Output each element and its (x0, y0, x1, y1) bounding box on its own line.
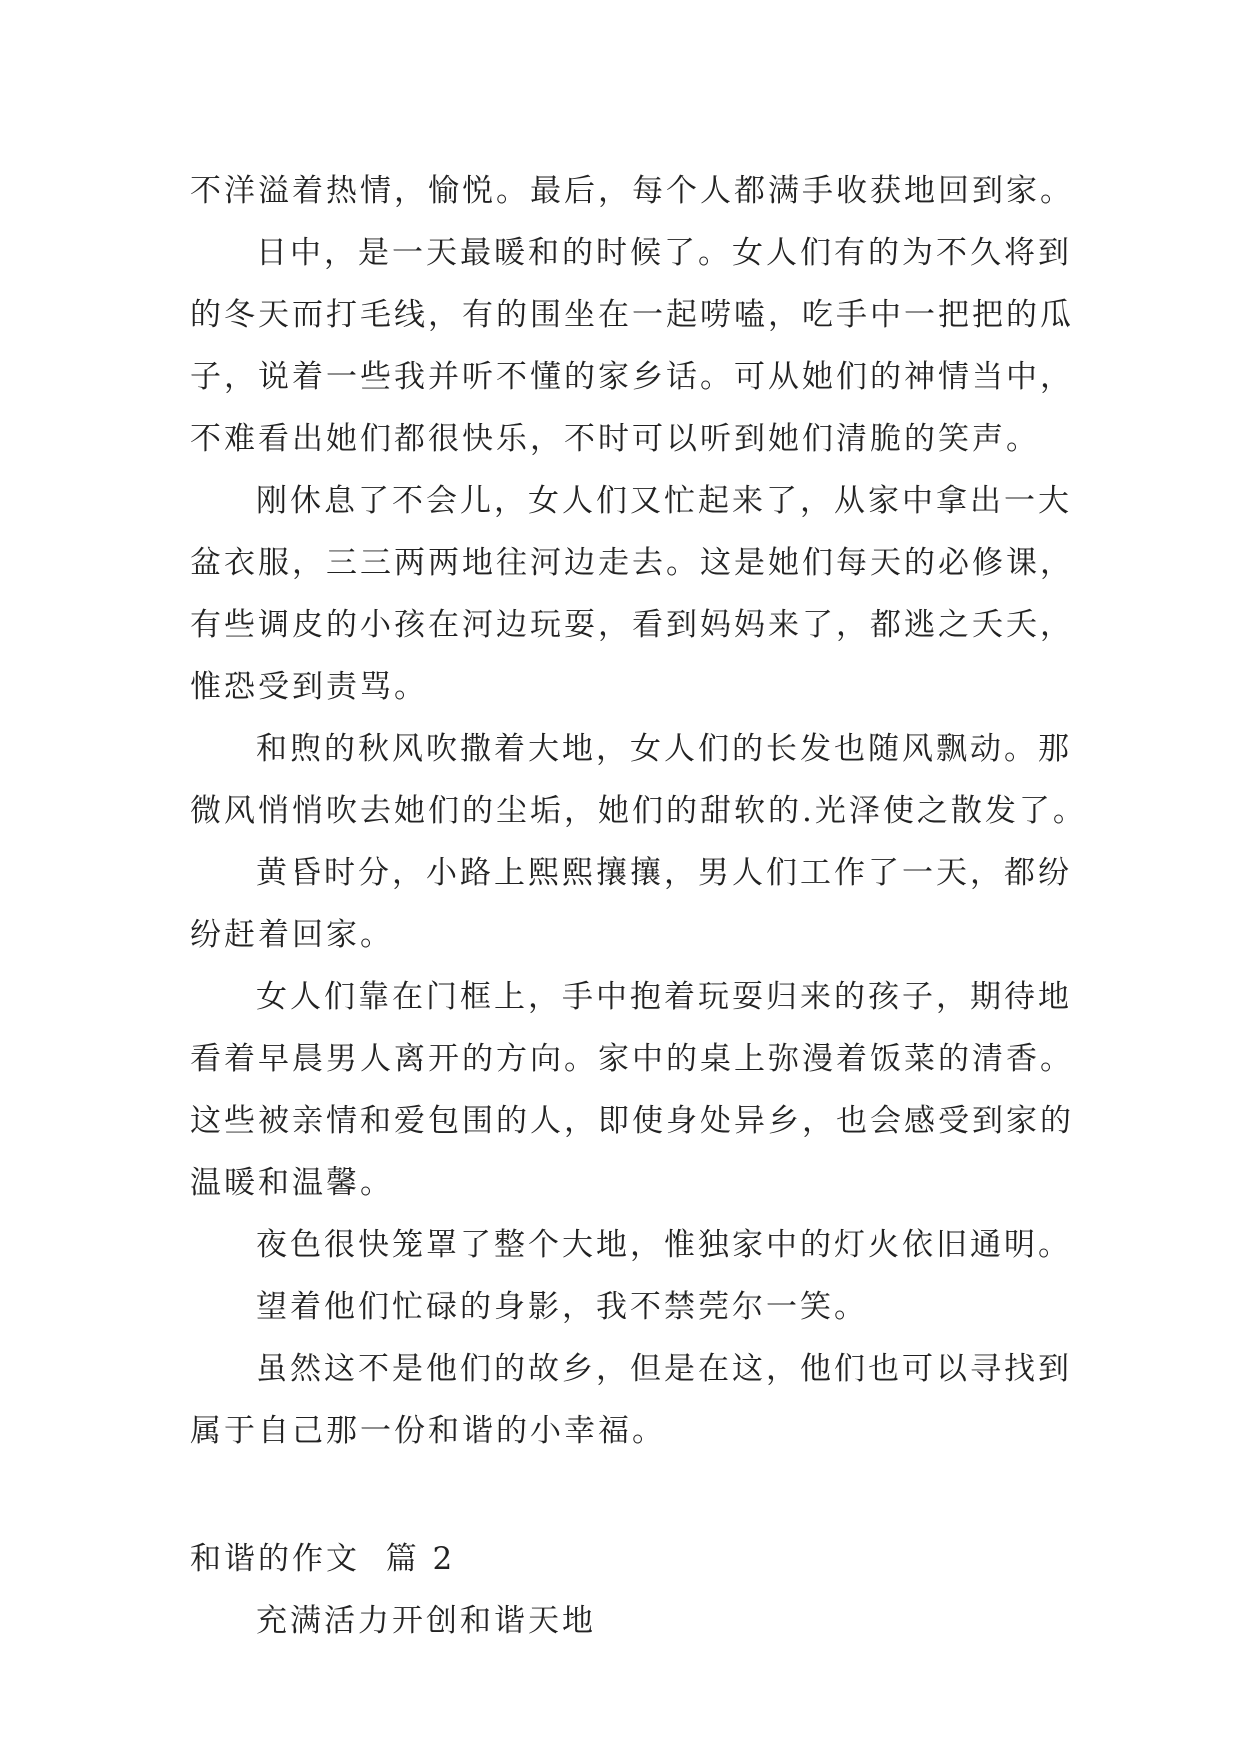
paragraph (190, 470, 1074, 718)
text-line: 属于自己那一份和谐的小幸福。 (190, 1413, 666, 1449)
text-line: 不洋溢着热情，愉悦。最后，每个人都满手收获地回到家。 (190, 173, 1074, 209)
paragraph (190, 1338, 1070, 1462)
paragraph (190, 1214, 1070, 1276)
text-line: 惟恐受到责骂。 (190, 669, 428, 705)
section-heading: 和谐的作文 篇 2 (190, 1541, 456, 1577)
paragraph (190, 160, 1074, 222)
paragraph (190, 1276, 1070, 1338)
text-line: 纷赶着回家。 (190, 917, 394, 953)
text-line: 盆衣服，三三两两地往河边走去。这是她们每天的必修课， (190, 545, 1074, 581)
text-line: 日中，是一天最暖和的时候了。女人们有的为不久将到 (256, 235, 1072, 271)
paragraph (190, 842, 1070, 966)
section-gap (190, 1462, 1070, 1528)
text-line: 这些被亲情和爱包围的人，即使身处异乡，也会感受到家的 (190, 1103, 1074, 1139)
document-body (190, 160, 1087, 1652)
text-line: 子，说着一些我并听不懂的家乡话。可从她们的神情当中， (190, 359, 1074, 395)
text-line: 女人们靠在门框上，手中抱着玩耍归来的孩子，期待地 (256, 979, 1072, 1015)
text-line: 看着早晨男人离开的方向。家中的桌上弥漫着饭菜的清香。 (190, 1041, 1074, 1077)
text-line: 有些调皮的小孩在河边玩耍，看到妈妈来了，都逃之夭夭， (190, 607, 1074, 643)
text-line: 黄昏时分，小路上熙熙攘攘，男人们工作了一天，都纷 (256, 855, 1072, 891)
section-subtitle: 充满活力开创和谐天地 (256, 1603, 596, 1639)
text-line: 望着他们忙碌的身影，我不禁莞尔一笑。 (256, 1289, 868, 1325)
text-line: 不难看出她们都很快乐，不时可以听到她们清脆的笑声。 (190, 421, 1040, 457)
text-line: 温暖和温馨。 (190, 1165, 394, 1201)
text-line: 微风悄悄吹去她们的尘垢，她们的甜软的.光泽使之散发了。 (190, 793, 1087, 829)
paragraph (190, 718, 1087, 842)
text-line: 和煦的秋风吹撒着大地，女人们的长发也随风飘动。那 (256, 731, 1072, 767)
paragraph (190, 222, 1074, 470)
text-line: 虽然这不是他们的故乡，但是在这，他们也可以寻找到 (256, 1351, 1072, 1387)
text-line: 刚休息了不会儿，女人们又忙起来了，从家中拿出一大 (256, 483, 1072, 519)
text-line: 夜色很快笼罩了整个大地，惟独家中的灯火依旧通明。 (256, 1227, 1072, 1263)
paragraph (190, 966, 1074, 1214)
text-line: 的冬天而打毛线，有的围坐在一起唠嗑，吃手中一把把的瓜 (190, 297, 1074, 333)
